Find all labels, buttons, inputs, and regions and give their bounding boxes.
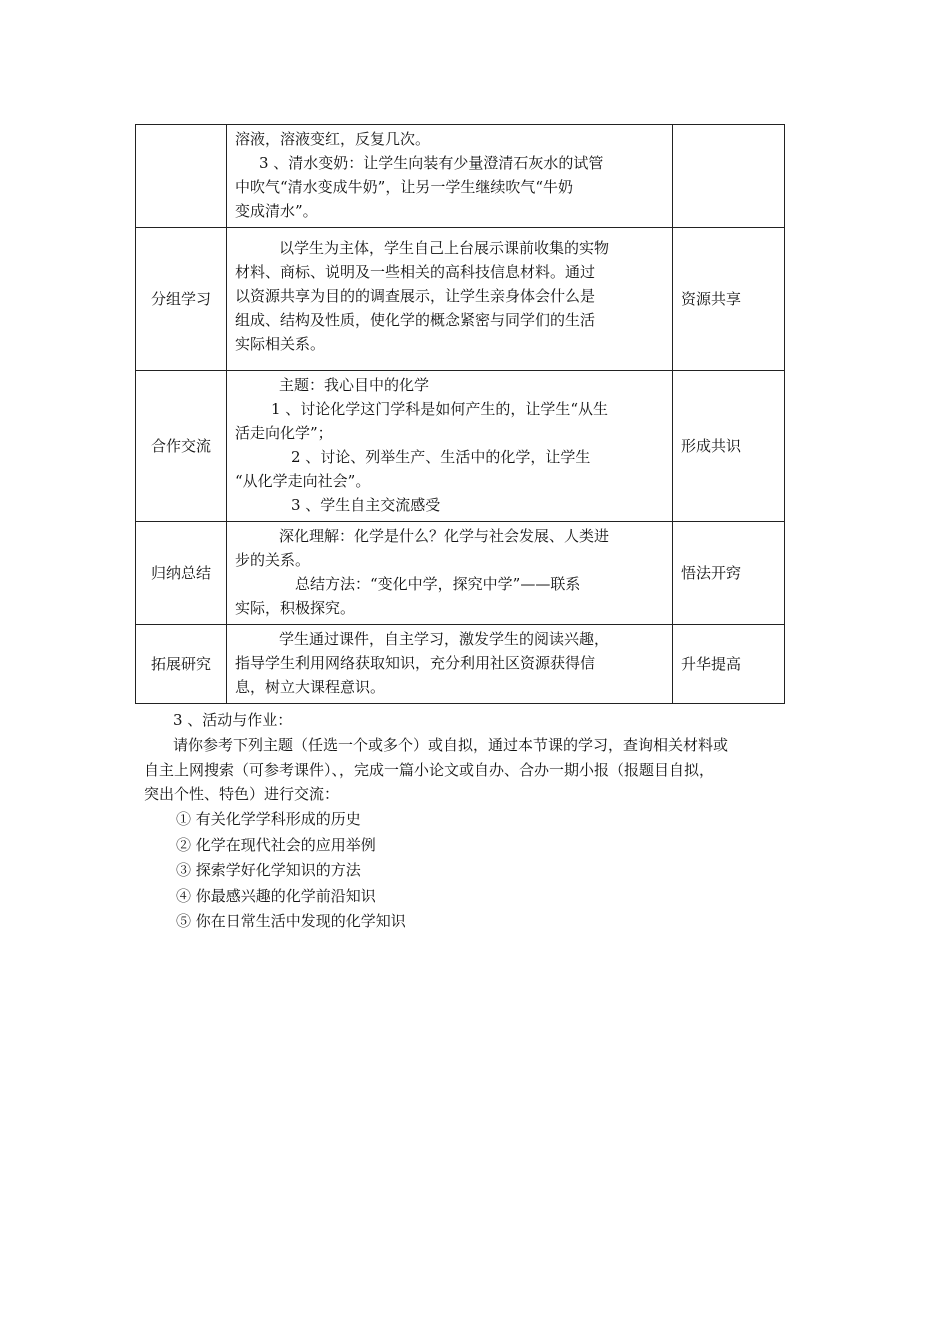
content-line: 中吹气“清水变成牛奶”，让另一学生继续吹气“牛奶 <box>235 178 574 196</box>
paragraph-line: 突出个性、特色）进行交流： <box>144 785 340 803</box>
content-line: 3 、学生自主交流感受 <box>291 496 441 514</box>
table-row <box>136 522 785 625</box>
content-line: 3 、清水变奶：让学生向装有少量澄清石灰水的试管 <box>259 154 604 172</box>
content-line: 主题：我心目中的化学 <box>279 376 430 394</box>
assignment-paragraph <box>144 733 813 807</box>
table-row <box>136 625 785 704</box>
list-item: ② 化学在现代社会的应用举例 <box>176 835 376 854</box>
goal-cell <box>673 125 785 228</box>
content-line: 学生通过课件，自主学习，激发学生的阅读兴趣， <box>279 630 610 648</box>
stage-cell: 拓展研究 <box>136 625 227 704</box>
content-line: 步的关系。 <box>235 551 311 569</box>
paragraph-line: 请你参考下列主题（任选一个或多个）或自拟，通过本节课的学习，查询相关材料或 <box>173 736 729 754</box>
content-line: 以资源共享为目的的调查展示，让学生亲身体会什么是 <box>235 287 596 305</box>
list-item: ⑤ 你在日常生活中发现的化学知识 <box>176 912 406 930</box>
list-item: ③ 探索学好化学知识的方法 <box>176 861 361 879</box>
content-line: 深化理解：化学是什么？化学与社会发展、人类进 <box>279 527 610 545</box>
content-line: 材料、商标、说明及一些相关的高科技信息材料。通过 <box>235 263 596 281</box>
table-row <box>136 228 785 371</box>
content-cell <box>227 371 673 522</box>
content-cell <box>227 228 673 371</box>
stage-cell <box>136 125 227 228</box>
lesson-table <box>135 124 785 704</box>
content-cell <box>227 625 673 704</box>
content-cell <box>227 522 673 625</box>
content-line: 息，树立大课程意识。 <box>235 678 386 696</box>
content-line: 总结方法：“变化中学，探究中学”——联系 <box>295 575 581 593</box>
table-row <box>136 371 785 522</box>
content-line: 溶液，溶液变红，反复几次。 <box>235 130 431 148</box>
section-heading: 3 、活动与作业： <box>173 711 293 729</box>
content-line: 以学生为主体，学生自己上台展示课前收集的实物 <box>279 239 610 257</box>
goal-cell: 升华提高 <box>673 625 785 704</box>
list-item: ① 有关化学学科形成的历史 <box>176 810 361 828</box>
goal-cell: 悟法开窍 <box>673 522 785 625</box>
table-row <box>136 125 785 228</box>
goal-cell: 资源共享 <box>673 228 785 371</box>
content-line: 2 、讨论、列举生产、生活中的化学，让学生 <box>291 448 591 466</box>
stage-cell: 合作交流 <box>136 371 227 522</box>
content-line: 1 、讨论化学这门学科是如何产生的，让学生“从生 <box>271 400 608 418</box>
content-line: 组成、结构及性质，使化学的概念紧密与同学们的生活 <box>235 311 596 329</box>
stage-cell: 归纳总结 <box>136 522 227 625</box>
content-line: 变成清水”。 <box>235 202 318 220</box>
content-line: 实际相关系。 <box>235 335 326 353</box>
topic-list <box>176 807 406 935</box>
content-line: 活走向化学”； <box>235 424 333 442</box>
content-cell <box>227 125 673 228</box>
content-line: 实际，积极探究。 <box>235 599 356 617</box>
content-line: “从化学走向社会”。 <box>235 472 371 490</box>
list-item: ④ 你最感兴趣的化学前沿知识 <box>176 886 376 905</box>
paragraph-line: 自主上网搜索（可参考课件）、，完成一篇小论文或自办、合办一期小报（报题目自拟， <box>144 760 715 779</box>
content-line: 指导学生利用网络获取知识，充分利用社区资源获得信 <box>235 654 596 672</box>
goal-cell: 形成共识 <box>673 371 785 522</box>
stage-cell: 分组学习 <box>136 228 227 371</box>
